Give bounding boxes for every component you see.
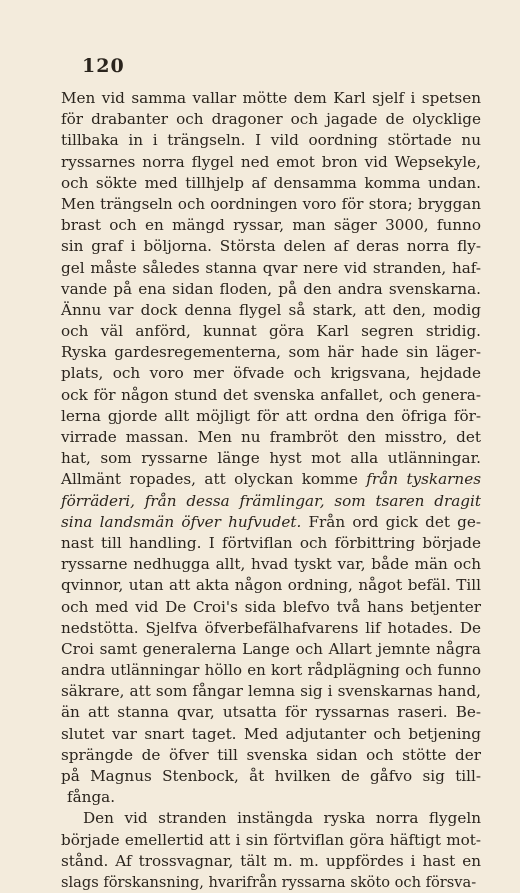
text-segment: än att stanna qvar, utsatta för ryssarnas raseri. Be- [61, 703, 481, 722]
text-line [67, 787, 481, 808]
text-segment: Ännu var dock denna flygel så stark, att den, modig [61, 300, 481, 319]
body-text [61, 88, 481, 893]
text-segment: Men vid samma vallar mötte dem Karl sjelf i spetsen [61, 89, 481, 107]
text-segment: fånga. [67, 788, 116, 807]
text-segment: hat, som ryssarne länge hyst mot alla utlänningar. [61, 449, 481, 468]
text-segment: slutet var snart taget. Med adjutanter och betjening [61, 724, 481, 743]
italic-text: från tyskarnes [366, 470, 481, 489]
text-line [61, 639, 481, 660]
text-line [61, 469, 481, 490]
text-line [61, 109, 481, 130]
text-line [61, 745, 481, 766]
text-segment: Från ord gick det ge- [301, 512, 481, 531]
text-segment: och väl anförd, kunnat göra Karl segren stridig. [61, 322, 481, 341]
text-segment: qvinnor, utan att akta någon ordning, något befäl. Till [61, 576, 481, 595]
text-line [61, 851, 481, 872]
text-line [61, 512, 481, 533]
text-segment: Croi samt generalerna Lange och Allart jemnte några [61, 639, 481, 658]
text-segment: virrade massan. Men nu frambröt den misstro, det [61, 428, 481, 446]
text-line [61, 618, 481, 639]
text-line [61, 681, 481, 702]
text-line [61, 215, 481, 236]
text-segment: stånd. Af trossvagnar, tält m. m. uppfördes i hast en [61, 851, 481, 870]
text-segment: för drabanter och dragoner och jagade de olycklige [61, 110, 481, 129]
text-line [61, 321, 481, 342]
text-line [61, 766, 481, 787]
text-line [61, 258, 481, 279]
text-segment: Men trängseln och oordningen voro för stora; bryggan [61, 194, 481, 213]
text-segment: säkrare, att som fångar lemna sig i svenskarnas hand, [61, 682, 481, 701]
text-line [61, 88, 481, 109]
text-line [61, 808, 481, 829]
text-segment: tillbaka in i trängseln. I vild oordning störtade nu [61, 131, 481, 150]
text-line [61, 152, 481, 173]
text-line [61, 448, 481, 469]
text-line [61, 702, 481, 723]
text-line [61, 872, 481, 893]
text-segment: gel måste således stanna qvar nere vid stranden, haf- [61, 258, 481, 277]
text-line [61, 660, 481, 681]
text-line [61, 385, 481, 406]
text-line [61, 533, 481, 554]
text-line [61, 491, 481, 512]
text-line [61, 279, 481, 300]
text-segment: ock för någon stund det svenska anfallet, och genera- [61, 385, 481, 404]
text-segment: började emellertid att i sin förtviflan göra häftigt mot- [61, 830, 481, 849]
text-line [61, 830, 481, 851]
text-line [61, 724, 481, 745]
text-segment: andra utlänningar höllo en kort rådplägning och funno [61, 661, 481, 680]
text-line [61, 342, 481, 363]
text-segment: ryssarne nedhugga allt, hvad tyskt var, både män och [61, 555, 481, 574]
text-segment: slags förskansning, hvarifrån ryssarna sköto och försva- [61, 873, 477, 891]
page-number: 120 [82, 55, 125, 77]
text-segment: ryssarnes norra flygel ned emot bron vid Wepsekyle, [61, 152, 481, 171]
text-segment: Den vid stranden instängda ryska norra flygeln [83, 809, 481, 828]
text-line [61, 575, 481, 596]
text-line [61, 300, 481, 321]
text-segment: nast till handling. I förtviflan och förbittring började [61, 533, 481, 552]
italic-text: sina landsmän öfver hufvudet. [61, 512, 302, 531]
italic-text: förräderi, från dessa främlingar, som tsaren dragit [61, 491, 481, 510]
text-line [61, 554, 481, 575]
text-segment: och sökte med tillhjelp af densamma komma undan. [61, 173, 481, 192]
text-line [61, 194, 481, 215]
text-line [61, 597, 481, 618]
text-line [61, 236, 481, 257]
text-line [61, 406, 481, 427]
text-segment: Ryska gardesregementerna, som här hade sin läger- [61, 343, 481, 362]
text-line [61, 363, 481, 384]
text-line [61, 130, 481, 151]
text-segment: brast och en mängd ryssar, man säger 3000, funno [61, 216, 481, 235]
text-segment: nedstötta. Sjelfva öfverbefälhafvarens lif hotades. De [61, 618, 481, 637]
text-segment: sin graf i böljorna. Största delen af deras norra fly- [61, 237, 481, 256]
text-line [61, 173, 481, 194]
text-line [61, 427, 481, 448]
text-segment: Allmänt ropades, att olyckan komme [61, 470, 367, 489]
text-segment: på Magnus Stenbock, åt hvilken de gåfvo sig till- [61, 767, 481, 785]
text-segment: och med vid De Croi's sida blefvo två hans betjenter [61, 597, 481, 616]
text-segment: sprängde de öfver till svenska sidan och stötte der [61, 745, 481, 764]
text-segment: plats, och voro mer öfvade och krigsvana, hejdade [61, 364, 481, 383]
text-segment: lerna gjorde allt möjligt för att ordna den öfriga för- [61, 406, 481, 425]
text-segment: vande på ena sidan floden, på den andra svenskarna. [61, 279, 481, 298]
